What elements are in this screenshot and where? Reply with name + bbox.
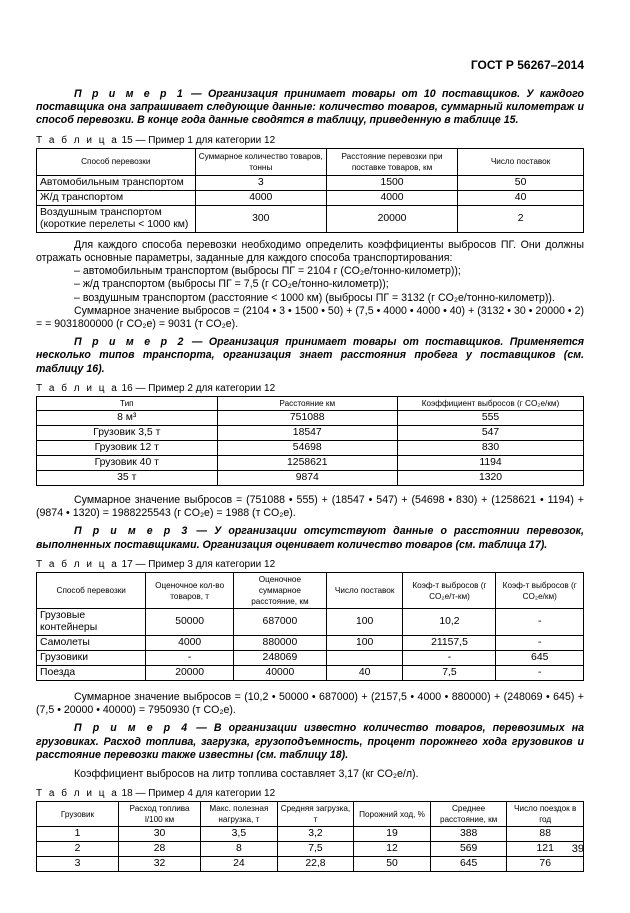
table-header-row: Способ перевозки Суммарное количество товаров, тонны Расстояние перевозки при поставке товаров, км Число поставок — [37, 148, 584, 175]
table-header-row: Грузовик Расход топлива l/100 км Макс. полезная нагрузка, т Средняя загрузка, т Порожний ход, % Среднее расстояние, км Число поездок в год — [37, 802, 584, 827]
list-item: – ж/д транспортом (выбросы ПГ = 7,5 (г CO₂е/тонно-километр)); — [74, 278, 389, 291]
table-row: 2 28 8 7,5 12 569 121 — [37, 842, 584, 857]
page-number: 39 — [571, 843, 584, 855]
table-row: 1 30 3,5 3,2 19 388 88 — [37, 827, 584, 842]
list-item: – автомобильным транспортом (выбросы ПГ = 2104 г (CO₂е/тонно-километр)); — [74, 265, 461, 278]
table-row: Грузовик 3,5 т 18547 547 — [37, 426, 584, 441]
table-row: 35 т 9874 1320 — [37, 471, 584, 486]
table-header-row: Тип Расстояние км Коэффициент выбросов (г CO₂е/км) — [37, 397, 584, 411]
table-row: Грузовик 40 т 1258621 1194 — [37, 456, 584, 471]
example-3: П р и м е р 3 — У организации отсутствуют данные о расстоянии перевозок, выполненных поставщиками. Организация оценивает количество товаров (см. таблица 17). — [36, 525, 584, 551]
paragraph-total-1: Суммарное значение выбросов = (2104 • 3 • 1500 • 50) + (7,5 • 4000 • 4000 • 40) + (3132 • 30 • 20000 • 2) = = 9031800000 (г CO₂е) = 9031 (т CO₂е). — [36, 304, 584, 331]
table-18-caption: Т а б л и ц а 18 — Пример 4 для категории 12 — [36, 788, 276, 800]
table-16-caption: Т а б л и ц а 16 — Пример 2 для категории 12 — [36, 382, 276, 394]
table-row: Грузовые контейнеры 50000 687000 100 10,2 - — [37, 609, 584, 636]
example-2: П р и м е р 2 — Организация принимает товары от поставщиков. Применяется несколько типов транспорта, организация знает расстояния пробега у поставщиков (см. таблицу 16). — [36, 336, 584, 375]
table-15-caption: Т а б л и ц а 15 — Пример 1 для категории 12 — [36, 134, 276, 146]
table-row: Самолеты 4000 880000 100 21157,5 - — [37, 636, 584, 651]
table-row: Воздушным транспортом (короткие перелеты < 1000 км) 300 20000 2 — [37, 205, 584, 232]
paragraph-total-3: Суммарное значение выбросов = (10,2 • 50000 • 687000) + (2157,5 • 4000 • 880000) + (248069 • 645) + (7,5 • 20000 • 40000) = 7950930 (т CO₂е). — [36, 691, 584, 717]
table-row: Грузовик 12 т 54698 830 — [37, 441, 584, 456]
example-1: П р и м е р 1 — Организация принимает товары от 10 поставщиков. У каждого поставщика она запрашивает следующие данные: количество товаров, суммарный километраж и способ перевозки. В конце года данные сводятся в таблицу, приведенную в таблице 15. — [36, 88, 584, 127]
table-row: Ж/д транспортом 4000 4000 40 — [37, 190, 584, 205]
standard-header: ГОСТ Р 56267–2014 — [470, 58, 584, 72]
page-content — [36, 88, 584, 872]
paragraph-emission-factor: Коэффициент выбросов на литр топлива составляет 3,17 (кг CO₂е/л). — [74, 768, 419, 781]
paragraph-intro: Для каждого способа перевозки необходимо определить коэффициенты выбросов ПГ. Они должны отражать основные параметры, заданные для каждого способа транспортирования: — [36, 238, 584, 265]
table-row: Автомобильным транспортом 3 1500 50 — [37, 175, 584, 190]
table-16 — [36, 396, 584, 486]
table-18 — [36, 801, 584, 872]
table-17-caption: Т а б л и ц а 17 — Пример 3 для категории 12 — [36, 558, 276, 570]
paragraph-total-2: Суммарное значение выбросов = (751088 • 555) + (18547 • 547) + (54698 • 830) + (1258621 • 1194) + (9874 • 1320) = 1988225543 (г CO₂е) = 1988 (т CO₂е). — [36, 494, 584, 520]
table-header-row: Способ перевозки Оценочное кол-во товаров, т Оценочное суммарное расстояние, км Число поставок Коэф-т выбросов (г CO₂е/т-км) Коэф-т выбросов (г CO₂е/км) — [37, 573, 584, 609]
example-4: П р и м е р 4 — В организации известно количество товаров, перевозимых на грузовиках. Расход топлива, загрузка, грузоподъемность, процент порожнего хода грузовиков и расстояние перевозки также известны (см. таблицу 18). — [36, 722, 584, 761]
table-row: Поезда 20000 40000 40 7,5 - — [37, 666, 584, 681]
list-item: – воздушным транспортом (расстояние < 1000 км) (выбросы ПГ = 3132 (г CO₂е/тонно-километр)). — [74, 291, 555, 304]
table-row: 3 32 24 22,8 50 645 76 — [37, 857, 584, 872]
table-15 — [36, 148, 584, 233]
table-17 — [36, 572, 584, 681]
table-row: Грузовики - 248069 - 645 — [37, 651, 584, 666]
table-row: 8 м³ 751088 555 — [37, 411, 584, 426]
